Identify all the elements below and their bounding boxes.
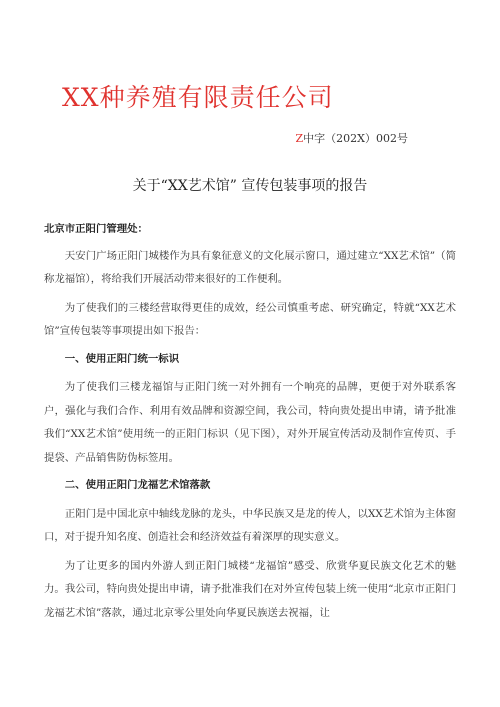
section-2-title: 二、使用正阳门龙福艺术馆落款 xyxy=(64,479,211,491)
paragraph-3: 为了使我们三楼龙福馆与正阳门统一对外拥有一个响亮的品牌，更便于对外联系客户，强化与我们合作、利用有效品牌和资源空间，我公司，特向贵处提出申请，请予批准我们“XX艺术馆”使用统一的正阳门标识（见下图），对外开展宣传活动及制作宣传页、手提袋、产品销售防伪标签用。 xyxy=(44,381,456,464)
document-number-rest: 中字（202X）002号 xyxy=(303,132,408,145)
document-heading: 关于“XX艺术馆” 宣传包装事项的报告 xyxy=(132,178,368,194)
paragraph-5: 为了让更多的国内外游人到正阳门城楼“龙福馆”感受、欣赏华夏民族文化艺术的魅力。我公司，特向贵处提出申请，请予批准我们在对外宣传包装上统一使用“北京市正阳门龙福艺术馆”落款，通过北京零公里处向华夏民族送去祝福，让 xyxy=(44,559,456,619)
recipient-line: 北京市正阳门管理处： xyxy=(44,223,148,235)
organization-title: XX种养殖有限责任公司 xyxy=(62,83,334,112)
section-1-title: 一、使用正阳门统一标识 xyxy=(64,352,180,365)
document-number-prefix: Z xyxy=(295,132,304,145)
paragraph-2: 为了使我们的三楼经营取得更佳的成效，经公司慎重考虑、研究确定，特就“XX艺术馆”宣传包装等事项提出如下报告： xyxy=(44,301,456,337)
document-body xyxy=(44,218,456,625)
paragraph-1: 天安门广场正阳门城楼作为具有象征意义的文化展示窗口，通过建立“XX艺术馆”（简称龙福馆），将给我们开展活动带来很好的工作便利。 xyxy=(44,249,456,285)
document-number xyxy=(296,130,408,146)
paragraph-4: 正阳门是中国北京中轴线龙脉的龙头，中华民族又是龙的传人，以XX艺术馆为主体窗口，对于提升知名度、创造社会和经济效益有着深厚的现实意义。 xyxy=(44,507,456,543)
